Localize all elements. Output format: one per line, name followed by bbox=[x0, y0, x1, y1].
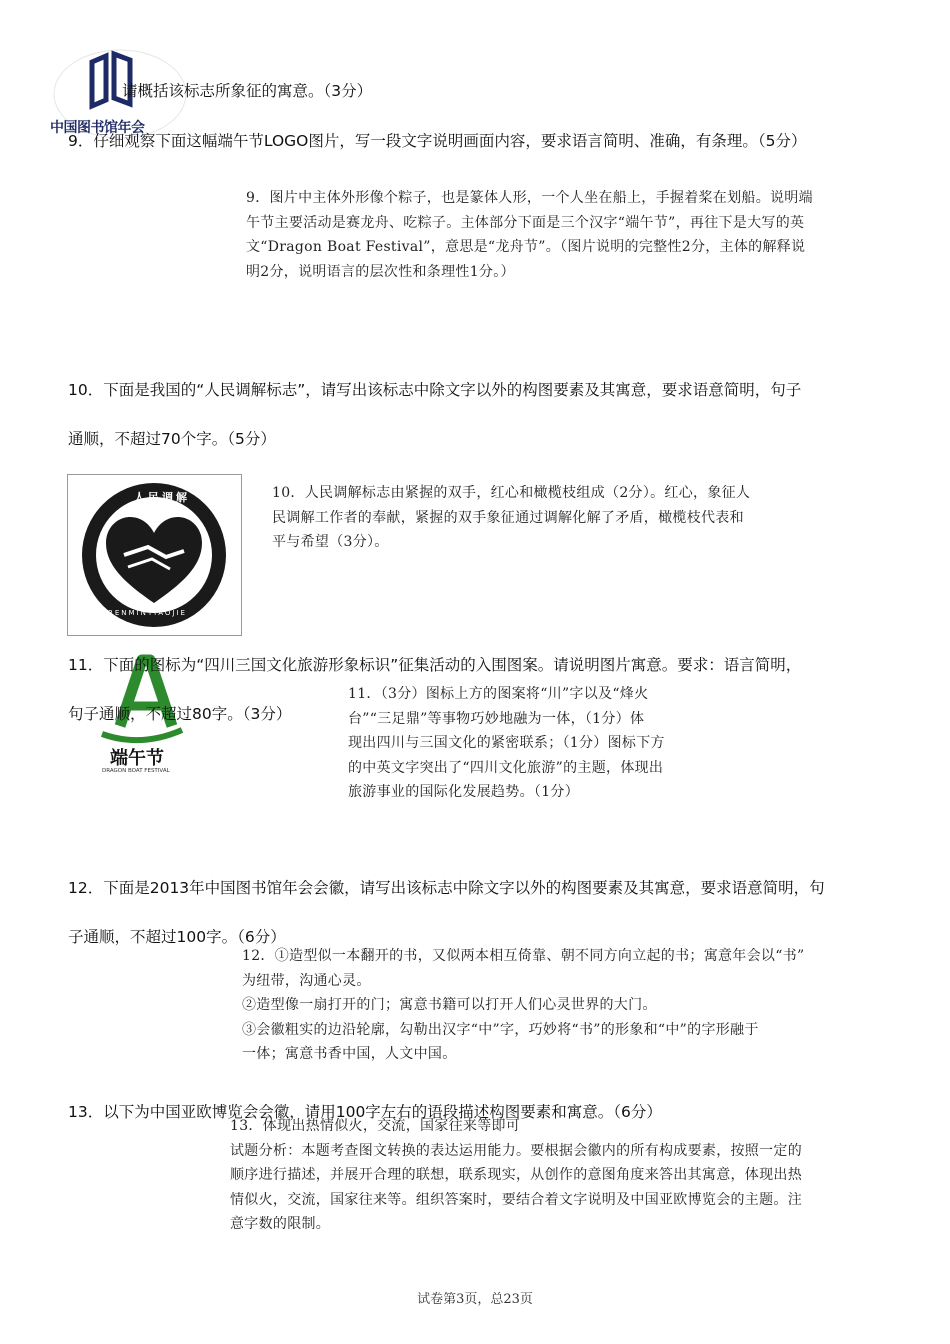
question-12-line-1: 12．下面是2013年中国图书馆年会会徽，请写出该标志中除文字以外的构图要素及其寓意，要求语意简明，句 bbox=[68, 879, 825, 897]
answer-10-line: 民调解工作者的奉献，紧握的双手象征通过调解化解了矛盾，橄榄枝代表和 bbox=[272, 509, 744, 526]
question-10-line-1: 10．下面是我国的“人民调解标志”，请写出该标志中除文字以外的构图要素及其寓意，要求语意简明，句子 bbox=[68, 381, 802, 399]
answer-9 bbox=[246, 186, 813, 284]
answer-13-line: 13．体现出热情似火，交流，国家往来等即可 bbox=[230, 1118, 521, 1134]
answer-10 bbox=[272, 481, 750, 555]
answer-13-line: 意字数的限制。 bbox=[230, 1216, 331, 1232]
question-12-line-2: 子通顺，不超过100字。（6分） bbox=[68, 928, 286, 946]
answer-13-line: 情似火，交流，国家往来等。组织答案时，要结合着文字说明及中国亚欧博览会的主题。注 bbox=[230, 1191, 802, 1208]
question-11-line-2: 句子通顺，不超过80字。（3分） bbox=[68, 705, 292, 723]
answer-12-line: 为纽带，沟通心灵。 bbox=[242, 972, 371, 989]
answer-10-line: 10．人民调解标志由紧握的双手，红心和橄榄枝组成（2分）。红心，象征人 bbox=[272, 485, 751, 501]
answer-11 bbox=[348, 682, 665, 805]
answer-11-line: 现出四川与三国文化的紧密联系；（1分）图标下方 bbox=[348, 735, 665, 751]
mediation-logo-image bbox=[67, 474, 242, 636]
question-10-line-2: 通顺，不超过70个字。（5分） bbox=[68, 430, 276, 448]
answer-9-line: 文“Dragon Boat Festival”，意思是“龙舟节”。（图片说明的完整性2分，主体的解释说 bbox=[246, 239, 806, 255]
answer-12-line: 一体；寓意书香中国，人文中国。 bbox=[242, 1046, 457, 1062]
answer-11-line: 台”“三足鼎”等事物巧妙地融为一体，（1分）体 bbox=[348, 710, 645, 727]
mediation-logo-top-text: 人民调解 bbox=[134, 491, 190, 504]
answer-9-line: 午节主要活动是赛龙舟、吃粽子。主体部分下面是三个汉字“端午节”，再往下是大写的英 bbox=[246, 214, 805, 231]
answer-13-line: 试题分析：本题考查图文转换的表达运用能力。要根据会徽内的所有构成要素，按照一定的 bbox=[230, 1142, 802, 1159]
question-8-tail: 请概括该标志所象征的寓意。（3分） bbox=[122, 82, 373, 100]
mediation-logo-bottom-text: RENMINTIAOJIE bbox=[108, 609, 187, 617]
answer-12-line: ③会徽粗实的边沿轮廓，勾勒出汉字“中”字，巧妙将“书”的形象和“中”的字形融于 bbox=[242, 1021, 759, 1038]
question-13: 13．以下为中国亚欧博览会会徽，请用100字左右的语段描述构图要素和寓意。（6分） bbox=[68, 1103, 662, 1121]
answer-10-line: 平与希望（3分）。 bbox=[272, 534, 389, 550]
answer-9-line: 明2分，说明语言的层次性和条理性1分。） bbox=[246, 263, 515, 280]
answer-13 bbox=[230, 1114, 802, 1237]
answer-11-line: 旅游事业的国际化发展趋势。（1分） bbox=[348, 784, 580, 800]
answer-12 bbox=[242, 944, 804, 1067]
answer-13-line: 顺序进行描述，并展开合理的联想，联系现实，从创作的意图角度来答出其寓意，体现出热 bbox=[230, 1167, 802, 1183]
dragon-boat-logo-en: DRAGON BOAT FESTIVAL bbox=[102, 768, 170, 774]
answer-12-line: 12．①造型似一本翻开的书，又似两本相互倚靠、朝不同方向立起的书；寓意年会以“书” bbox=[242, 948, 805, 964]
page-footer: 试卷第3页，总23页 bbox=[417, 1292, 533, 1307]
answer-9-line: 9．图片中主体外形像个粽子，也是篆体人形，一个人坐在船上，手握着桨在划船。说明端 bbox=[246, 190, 813, 206]
library-logo-text: 中国图书馆年会 bbox=[50, 120, 145, 136]
answer-11-line: 的中英文字突出了“四川文化旅游”的主题，体现出 bbox=[348, 759, 664, 776]
dragon-boat-logo-cn: 端午节 bbox=[110, 748, 164, 769]
question-9: 9．仔细观察下面这幅端午节LOGO图片，写一段文字说明画面内容，要求语言简明、准确，有条理。（5分） bbox=[68, 132, 807, 150]
answer-11-line: 11．（3分）图标上方的图案将“川”字以及“烽火 bbox=[348, 686, 649, 702]
answer-12-line: ②造型像一扇打开的门；寓意书籍可以打开人们心灵世界的大门。 bbox=[242, 997, 657, 1013]
question-11-line-1: 11．下面的图标为“四川三国文化旅游形象标识”征集活动的入围图案。请说明图片寓意。要求：语言简明， bbox=[68, 656, 802, 674]
